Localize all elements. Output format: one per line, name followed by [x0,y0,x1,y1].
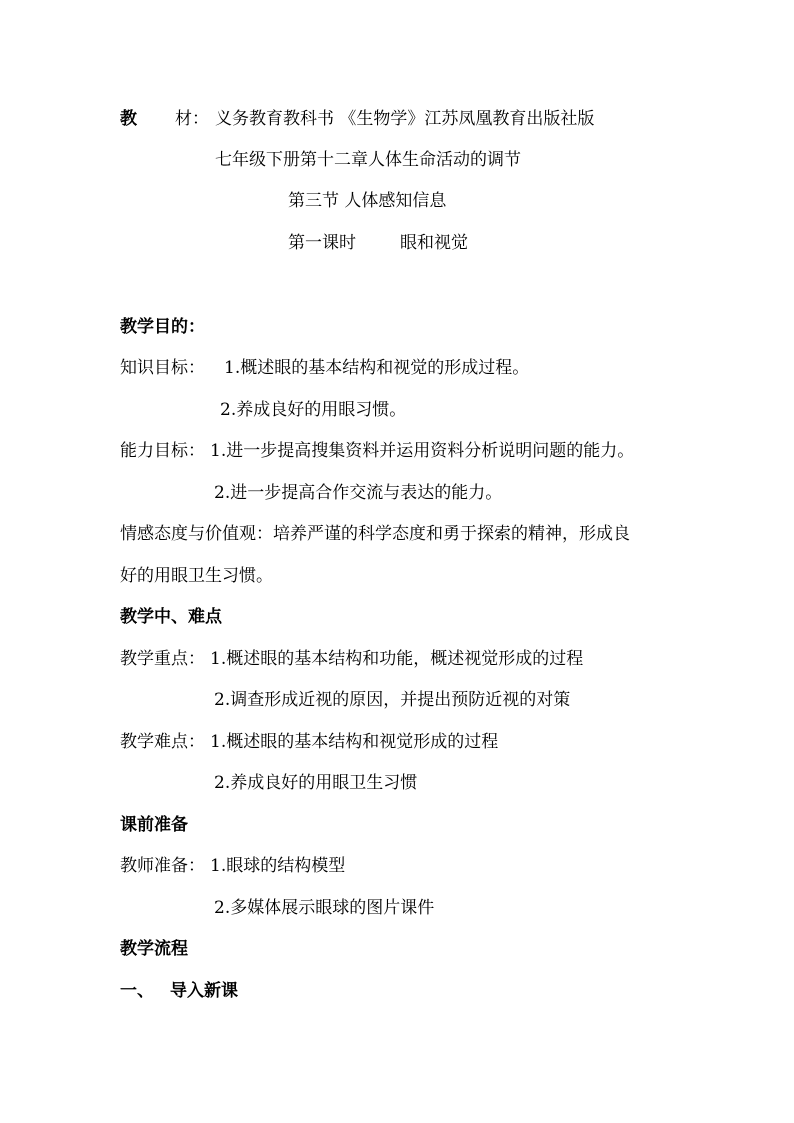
emotion-line: 好的用眼卫生习惯。 [120,566,273,586]
textbook-label-char1: 教 [120,109,137,129]
grade-chapter: 七年级下册第十二章人体生命活动的调节 [215,150,521,170]
ability-item: 1.进一步提高搜集资料并运用资料分析说明问题的能力。 [210,441,635,461]
lesson-number: 第一课时 [288,233,356,253]
step-number: 一、 [120,981,154,1001]
difficulty-label: 教学难点： [120,732,205,752]
difficulty-item: 1.概述眼的基本结构和视觉形成的过程 [210,732,499,752]
objectives-heading: 教学目的： [120,317,205,337]
preparation-heading: 课前准备 [120,815,188,835]
process-heading: 教学流程 [120,939,188,959]
difficulty-item: 2.养成良好的用眼卫生习惯 [214,773,418,793]
emotion-line: 情感态度与价值观：培养严谨的科学态度和勇于探索的精神，形成良 [120,524,630,544]
teacher-prep-label: 教师准备： [120,856,205,876]
section-title: 第三节 人体感知信息 [288,191,447,211]
focus-label: 教学重点： [120,649,205,669]
key-points-heading: 教学中、难点 [120,607,222,627]
teacher-prep-item: 2.多媒体展示眼球的图片课件 [214,898,435,918]
teacher-prep-item: 1.眼球的结构模型 [210,856,346,876]
ability-label: 能力目标： [120,441,205,461]
knowledge-item: 2.养成良好的用眼习惯。 [220,400,407,420]
textbook-title: 义务教育教科书 《生物学》江苏凤凰教育出版社版 [215,109,595,129]
textbook-label-char2: 材： [175,109,209,129]
knowledge-item: 1.概述眼的基本结构和视觉的形成过程。 [224,358,530,378]
knowledge-label: 知识目标： [120,358,205,378]
focus-item: 2.调查形成近视的原因，并提出预防近视的对策 [214,690,571,710]
ability-item: 2.进一步提高合作交流与表达的能力。 [214,483,503,503]
step-title: 导入新课 [170,981,238,1001]
focus-item: 1.概述眼的基本结构和功能，概述视觉形成的过程 [210,649,584,669]
lesson-topic: 眼和视觉 [400,233,468,253]
